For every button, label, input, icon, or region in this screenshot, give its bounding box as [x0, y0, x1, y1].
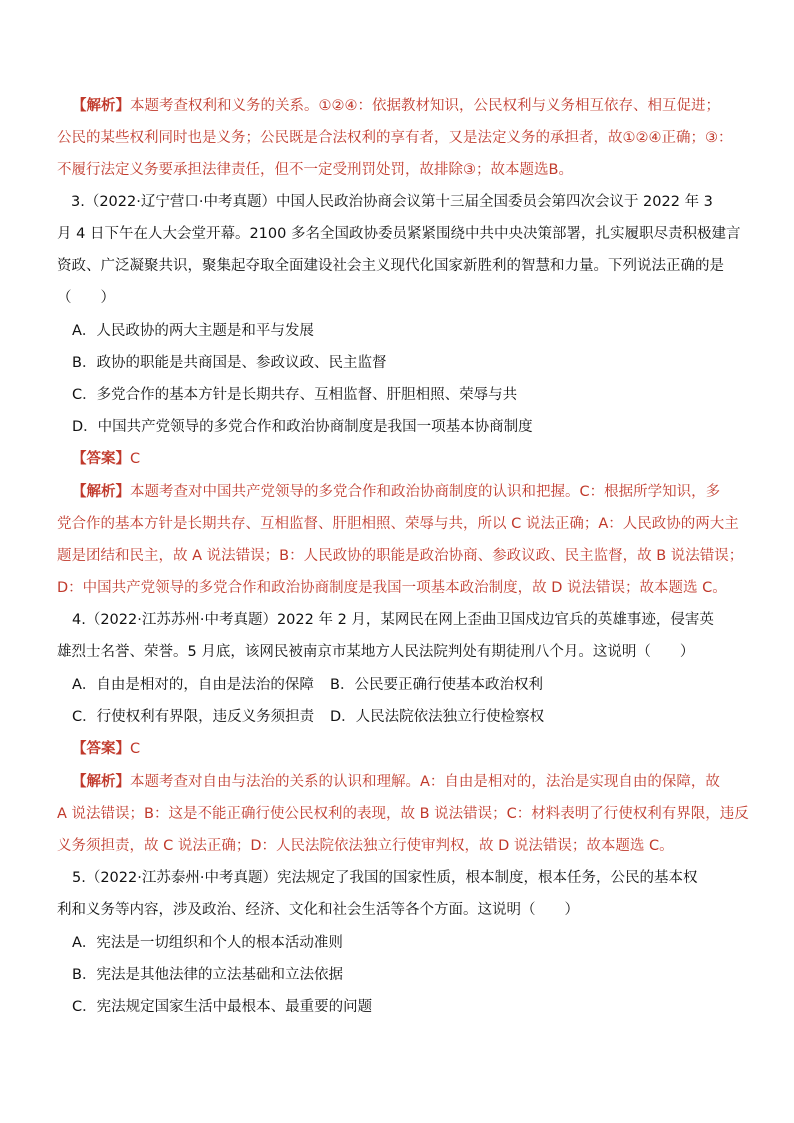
analysis-tag: 【解析】 [72, 484, 130, 500]
option-d: D．中国共产党领导的多党合作和政治协商制度是我国一项基本协商制度 [72, 419, 533, 435]
analysis-text: 本题考查权利和义务的关系。①②④：依据教材知识，公民权利与义务相互依存、相互促进； [130, 98, 720, 114]
question-5-stem: 5.（2022·江苏泰州·中考真题）宪法规定了我国的国家性质，根本制度，根本任务，公民的基本权 [72, 870, 698, 886]
analysis-line: 党合作的基本方针是长期共存、互相监督、肝胆相照、荣辱与共，所以 C 说法正确；A：人民政协的两大主 [57, 516, 739, 532]
analysis-text: 本题考查对中国共产党领导的多党合作和政治协商制度的认识和把握。C：根据所学知识，多 [130, 484, 721, 500]
answer-tag: 【答案】 [72, 451, 130, 467]
answer-blank: （ ） [57, 290, 115, 306]
analysis-line: 不履行法定义务要承担法律责任，但不一定受刑罚处罚，故排除③；故本题选B。 [57, 162, 573, 178]
analysis-line: 义务须担责，故 C 说法正确；D：人民法院依法独立行使审判权，故 D 说法错误；故本题选 C。 [57, 838, 674, 854]
option-b: B．政协的职能是共商国是、参政议政、民主监督 [72, 355, 387, 371]
analysis-tag: 【解析】 [72, 774, 130, 790]
question-3-stem: 月 4 日下午在人大会堂开幕。2100 多名全国政协委员紧紧围绕中共中央决策部署，扎实履职尽责积极建言 [57, 226, 741, 242]
question-4-stem: 雄烈士名誉、荣誉。5 月底，该网民被南京市某地方人民法院判处有期徒刑八个月。这说明（ ） [57, 644, 695, 660]
answer-value: C [130, 451, 141, 467]
option-b: B．宪法是其他法律的立法基础和立法依据 [72, 967, 343, 983]
question-5-stem: 利和义务等内容，涉及政治、经济、文化和社会生活等各个方面。这说明（ ） [57, 902, 579, 918]
analysis-line: 公民的某些权利同时也是义务；公民既是合法权利的享有者，又是法定义务的承担者，故①②④正确；③： [57, 130, 733, 146]
question-3-stem: 3.（2022·辽宁营口·中考真题）中国人民政治协商会议第十三届全国委员会第四次会议于 2022 年 3 [71, 194, 713, 210]
analysis-line [72, 96, 720, 116]
question-3-stem: 资政、广泛凝聚共识，聚集起夺取全面建设社会主义现代化国家新胜利的智慧和力量。下列说法正确的是 [57, 258, 724, 274]
analysis-text: 本题考查对自由与法治的关系的认识和理解。A：自由是相对的，法治是实现自由的保障，故 [130, 774, 720, 790]
answer-line [72, 449, 140, 469]
option-a: A．自由是相对的，自由是法治的保障 [72, 677, 314, 693]
option-a: A．人民政协的两大主题是和平与发展 [72, 323, 314, 339]
analysis-line: A 说法错误；B：这是不能正确行使公民权利的表现，故 B 说法错误；C：材料表明了行使权利有界限，违反 [57, 806, 749, 822]
answer-value: C [130, 741, 141, 757]
option-d: D．人民法院依法独立行使检察权 [330, 709, 545, 725]
answer-tag: 【答案】 [72, 741, 130, 757]
option-c: C．行使权利有界限，违反义务须担责 [72, 709, 315, 725]
analysis-tag: 【解析】 [72, 98, 130, 114]
analysis-line: 题是团结和民主，故 A 说法错误；B：人民政协的职能是政治协商、参政议政、民主监督，故 B 说法错误； [57, 548, 744, 564]
answer-line [72, 739, 140, 759]
analysis-line [72, 482, 720, 502]
question-4-stem: 4.（2022·江苏苏州·中考真题）2022 年 2 月，某网民在网上歪曲卫国戍边官兵的英雄事迹，侵害英 [72, 612, 714, 628]
option-a: A．宪法是一切组织和个人的根本活动准则 [72, 935, 343, 951]
analysis-line [72, 772, 720, 792]
analysis-line: D：中国共产党领导的多党合作和政治协商制度是我国一项基本政治制度，故 D 说法错误；故本题选 C。 [57, 580, 727, 596]
option-c: C．宪法规定国家生活中最根本、最重要的问题 [72, 999, 373, 1015]
option-b: B．公民要正确行使基本政治权利 [330, 677, 543, 693]
option-c: C．多党合作的基本方针是长期共存、互相监督、肝胆相照、荣辱与共 [72, 387, 518, 403]
